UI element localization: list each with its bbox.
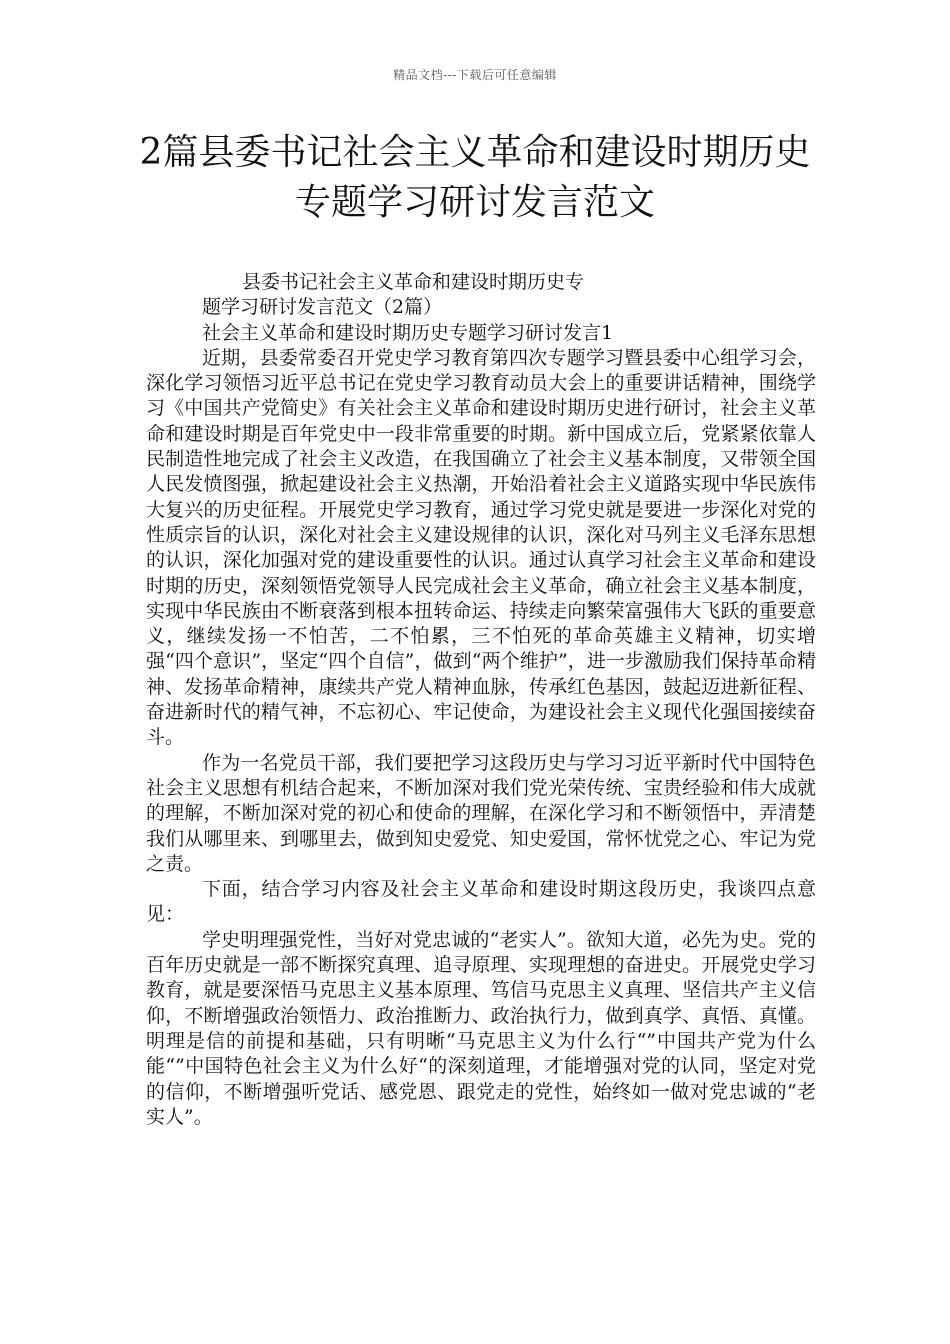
section-heading: 社会主义革命和建设时期历史专题学习研讨发言1: [202, 321, 614, 344]
document-title: [100, 128, 850, 228]
paragraph: 作为一名党员干部，我们要把学习这段历史与学习习近平新时代中国特色社会主义思想有机结合起来，不断加深对我们党光荣传统、宝贵经验和伟大成就的理解，不断加深对党的初心和使命的理解，在深化学习和不断领悟中，弄清楚我们从哪里来、到哪里去，做到知史爱党、知史爱国，常怀忧党之心、牢记为党之责。: [146, 751, 816, 875]
subtitle-line-2: 题学习研讨发言范文（2篇）: [202, 296, 443, 319]
paragraph: 近期，县委常委召开党史学习教育第四次专题学习暨县委中心组学习会，深化学习领悟习近平总书记在党史学习教育动员大会上的重要讲话精神，围绕学习《中国共产党简史》有关社会主义革命和建设时期历史进行研讨，社会主义革命和建设时期是百年党史中一段非常重要的时期。新中国成立后，党紧紧依靠人民制造性地完成了社会主义改造，在我国确立了社会主义基本制度，又带领全国人民发愤图强，掀起建设社会主义热潮，开始沿着社会主义道路实现中华民族伟大复兴的历史征程。开展党史学习教育，通过学习党史就是要进一步深化对党的性质宗旨的认识，深化对社会主义建设规律的认识，深化对马列主义毛泽东思想的认识，深化加强对党的建设重要性的认识。通过认真学习社会主义革命和建设时期的历史，深刻领悟党领导人民完成社会主义革命，确立社会主义基本制度，实现中华民族由不断衰落到根本扭转命运、持续走向繁荣富强伟大飞跃的重要意义，继续发扬一不怕苦，二不怕累，三不怕死的革命英雄主义精神，切实增强“四个意识”，坚定“四个自信”，做到“两个维护”，进一步激励我们保持革命精神、发扬革命精神，康续共产党人精神血脉，传承红色基因，鼓起迈进新征程、奋进新时代的精气神，不忘初心、牢记使命，为建设社会主义现代化强国接续奋斗。: [146, 346, 816, 749]
paragraph: 学史明理强党性，当好对党忠诚的“老实人”。欲知大道，必先为史。党的百年历史就是一部不断探究真理、追寻原理、实现理想的奋进史。开展党史学习教育，就是要深悟马克思主义基本原理、笃信马克思主义真理、坚信共产主义信仰，不断增强政治领悟力、政治推断力、政治执行力，做到真学、真悟、真懂。明理是信的前提和基础，只有明晰“马克思主义为什么行“”中国共产党为什么能“”中国特色社会主义为什么好“的深刻道理，才能增强对党的认同，坚定对党的信仰，不断增强听党话、感党恩、跟党走的党性，始终如一做对党忠诚的“老实人”。: [146, 928, 816, 1128]
document-body: [146, 270, 816, 1130]
header-note: 精品文档---下载后可任意编辑: [393, 68, 557, 82]
paragraph: 下面，结合学习内容及社会主义革命和建设时期这段历史，我谈四点意见：: [146, 878, 816, 926]
title-line-2: 专题学习研讨发言范文: [294, 182, 655, 223]
title-line-1: 2篇县委书记社会主义革命和建设时期历史: [139, 132, 811, 173]
subtitle-line-1: 县委书记社会主义革命和建设时期历史专: [242, 271, 585, 293]
